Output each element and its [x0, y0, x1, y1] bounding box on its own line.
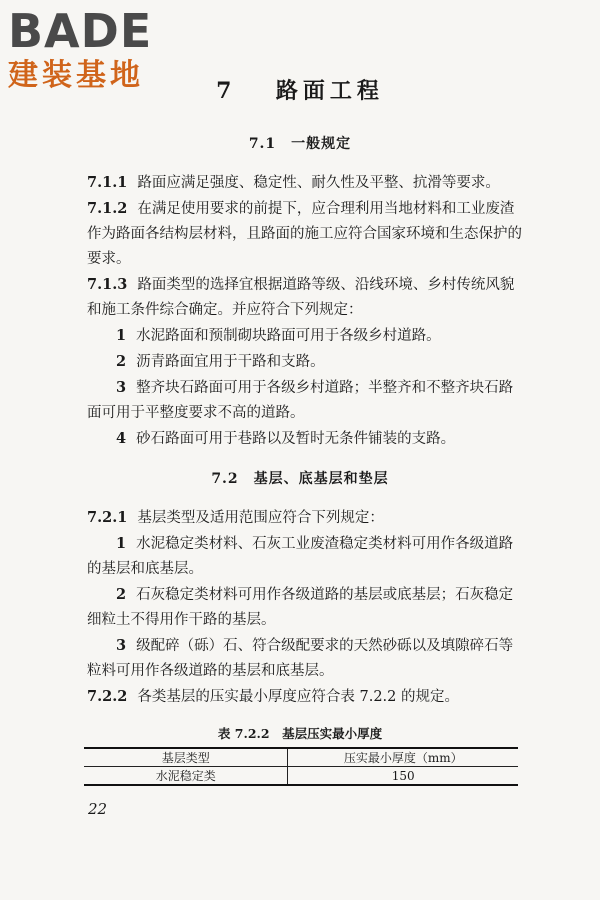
- clause-text: 路面类型的选择宜根据道路等级、沿线环境、乡村传统风貌和施工条件综合确定。并应符合下列规定：: [87, 277, 515, 318]
- logo-brand-text: BADE: [8, 4, 153, 58]
- list-item: [87, 633, 525, 684]
- clause-7-2-1: [87, 505, 525, 531]
- item-text: 石灰稳定类材料可用作各级道路的基层或底基层；石灰稳定细粒土不得用作干路的基层。: [87, 587, 514, 628]
- base-thickness-table: [84, 747, 518, 786]
- clause-text: 各类基层的压实最小厚度应符合表 7.2.2 的规定。: [137, 689, 459, 705]
- item-number: 2: [116, 353, 127, 370]
- clause-text: 基层类型及适用范围应符合下列规定：: [137, 510, 384, 526]
- clause-text: 路面应满足强度、稳定性、耐久性及平整、抗滑等要求。: [137, 175, 500, 191]
- table-caption: 表 7.2.2 基层压实最小厚度: [217, 726, 383, 741]
- page-number: 22: [88, 800, 108, 818]
- clause-number: 7.2.1: [87, 509, 128, 526]
- chapter-number: 7: [216, 78, 237, 104]
- list-item: [87, 349, 525, 375]
- item-text: 砂石路面可用于巷路以及暂时无条件铺装的支路。: [136, 431, 456, 447]
- item-number: 3: [116, 637, 127, 654]
- clause-text: 在满足使用要求的前提下，应合理利用当地材料和工业废渣作为路面各结构层材料，且路面的施工应符合国家环境和生态保护的要求。: [87, 201, 522, 267]
- chapter-title: [0, 74, 600, 105]
- table-cell: 水泥稳定类: [84, 767, 288, 786]
- item-text: 沥青路面宜用于干路和支路。: [136, 354, 325, 370]
- clause-7-1-2: [87, 196, 525, 272]
- table-header-cell: 基层类型: [84, 748, 288, 767]
- clause-number: 7.2.2: [87, 688, 128, 705]
- list-item: [87, 582, 525, 633]
- item-text: 水泥稳定类材料、石灰工业废渣稳定类材料可用作各级道路的基层和底基层。: [87, 536, 514, 577]
- section-title-7-1: 7.1 一般规定: [248, 136, 352, 152]
- item-number: 2: [116, 586, 127, 603]
- item-number: 4: [116, 430, 127, 447]
- list-item: [87, 323, 525, 349]
- section-body-7-1: [87, 170, 525, 452]
- item-text: 整齐块石路面可用于各级乡村道路；半整齐和不整齐块石路面可用于平整度要求不高的道路。: [87, 380, 514, 421]
- clause-7-1-1: [87, 170, 525, 196]
- list-item: [87, 426, 525, 452]
- table-header-row: [84, 748, 518, 767]
- section-title-7-2: 7.2 基层、底基层和垫层: [211, 471, 389, 487]
- item-text: 级配碎（砾）石、符合级配要求的天然砂砾以及填隙碎石等粒料可用作各级道路的基层和底基层。: [87, 638, 514, 679]
- list-item: [87, 531, 525, 582]
- table-cell: 150: [288, 767, 518, 786]
- section-body-7-2: [87, 505, 525, 710]
- item-text: 水泥路面和预制砌块路面可用于各级乡村道路。: [136, 328, 441, 344]
- chapter-name: 路面工程: [275, 78, 384, 104]
- clause-number: 7.1.2: [87, 200, 128, 217]
- clause-number: 7.1.3: [87, 276, 128, 293]
- item-number: 3: [116, 379, 127, 396]
- logo-sub-text: 建装基地: [8, 58, 144, 93]
- item-number: 1: [116, 327, 127, 344]
- list-item: [87, 375, 525, 426]
- clause-7-1-3: [87, 272, 525, 323]
- clause-7-2-2: [87, 684, 525, 710]
- table-row: [84, 767, 518, 786]
- table-header-cell: 压实最小厚度（mm）: [288, 748, 518, 767]
- clause-number: 7.1.1: [87, 174, 128, 191]
- item-number: 1: [116, 535, 127, 552]
